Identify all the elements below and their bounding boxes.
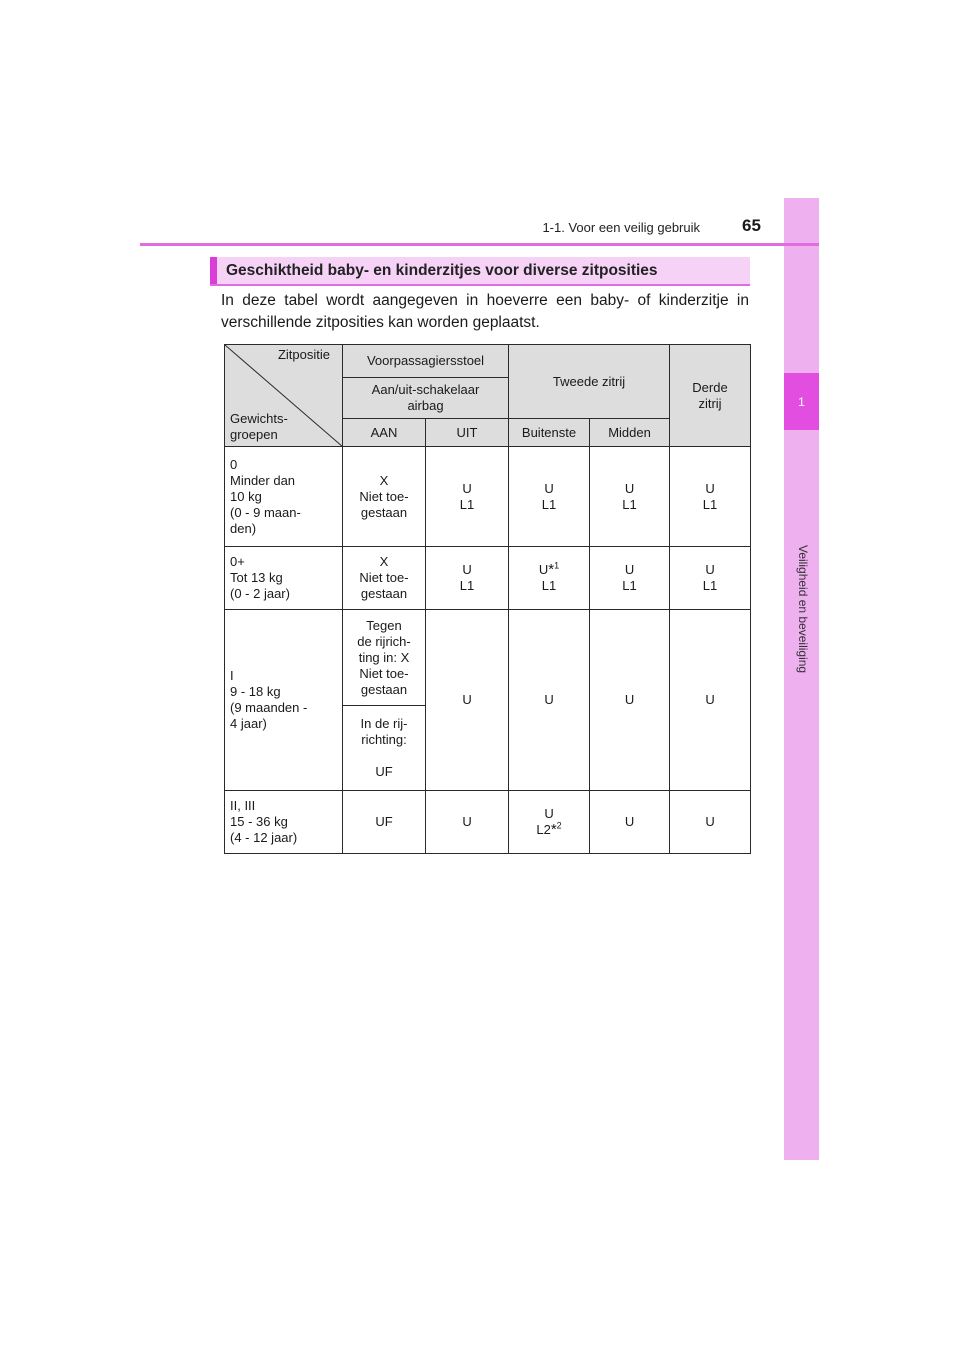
cell-value: U <box>544 806 554 821</box>
cell-buitenste <box>509 791 590 854</box>
group-cell: 0 Minder dan 10 kg (0 - 9 maan- den) <box>225 447 343 547</box>
footnote-star-icon: * <box>548 561 555 578</box>
cell-aan-tegen: Tegen de rijrich- ting in: X Niet toe- gestaan <box>343 610 426 706</box>
cell-uit: U L1 <box>426 447 509 547</box>
cell-uit: U <box>426 791 509 854</box>
cell-aan: X Niet toe- gestaan <box>343 447 426 547</box>
group-cell: II, III 15 - 36 kg (4 - 12 jaar) <box>225 791 343 854</box>
cell-uit: U L1 <box>426 547 509 610</box>
cell-midden: U L1 <box>590 547 670 610</box>
cell-derde: U L1 <box>670 447 751 547</box>
cell-midden: U L1 <box>590 447 670 547</box>
footnote-ref[interactable]: 1 <box>554 560 560 571</box>
group-cell: 0+ Tot 13 kg (0 - 2 jaar) <box>225 547 343 610</box>
section-header: 1-1. Voor een veilig gebruik <box>542 220 700 235</box>
col-voorpassagiersstoel: Voorpassagiersstoel <box>343 345 509 378</box>
group-cell: I 9 - 18 kg (9 maanden - 4 jaar) <box>225 610 343 791</box>
cell-derde: U <box>670 791 751 854</box>
table-row <box>225 547 751 610</box>
cell-midden: U <box>590 791 670 854</box>
header-divider <box>140 243 819 246</box>
cell-buitenste <box>509 547 590 610</box>
cell-aan: X Niet toe- gestaan <box>343 547 426 610</box>
corner-gewichtsgroepen: Gewichts- groepen <box>230 411 288 442</box>
cell-derde: U L1 <box>670 547 751 610</box>
side-tab <box>784 198 819 1160</box>
cell-value: L1 <box>541 578 557 593</box>
seat-suitability-table <box>224 344 751 854</box>
col-derde-zitrij: Derde zitrij <box>670 345 751 447</box>
corner-zitpositie: Zitpositie <box>277 347 330 362</box>
corner-header <box>225 345 343 447</box>
cell-value: U <box>538 562 549 577</box>
table-row <box>225 447 751 547</box>
sub-midden: Midden <box>590 419 670 447</box>
sub-airbag-switch: Aan/uit-schakelaar airbag <box>343 378 509 419</box>
cell-midden: U <box>590 610 670 791</box>
cell-value: L2 <box>536 822 551 837</box>
cell-derde: U <box>670 610 751 791</box>
intro-paragraph: In deze tabel wordt aangegeven in hoeverre een baby- of kinderzitje in verschillende zitposities kan worden geplaatst. <box>221 292 749 331</box>
table-row <box>225 610 751 706</box>
cell-buitenste: U L1 <box>509 447 590 547</box>
col-tweede-zitrij: Tweede zitrij <box>509 345 670 419</box>
chapter-title: Veiligheid en beveiliging <box>796 545 810 674</box>
cell-buitenste: U <box>509 610 590 791</box>
chapter-number-tab[interactable]: 1 <box>784 373 819 430</box>
footnote-ref[interactable]: 2 <box>556 820 562 831</box>
cell-aan: UF <box>343 791 426 854</box>
section-title: Geschiktheid baby- en kinderzitjes voor diverse zitposities <box>226 262 658 279</box>
sub-uit: UIT <box>426 419 509 447</box>
footnote-star-icon: * <box>550 821 557 838</box>
sub-aan: AAN <box>343 419 426 447</box>
table-row <box>225 791 751 854</box>
sub-buitenste: Buitenste <box>509 419 590 447</box>
section-title-bar <box>210 257 750 286</box>
cell-uit: U <box>426 610 509 791</box>
cell-aan-in: In de rij- richting: UF <box>343 706 426 791</box>
page-number: 65 <box>742 216 761 235</box>
title-accent <box>210 257 217 284</box>
